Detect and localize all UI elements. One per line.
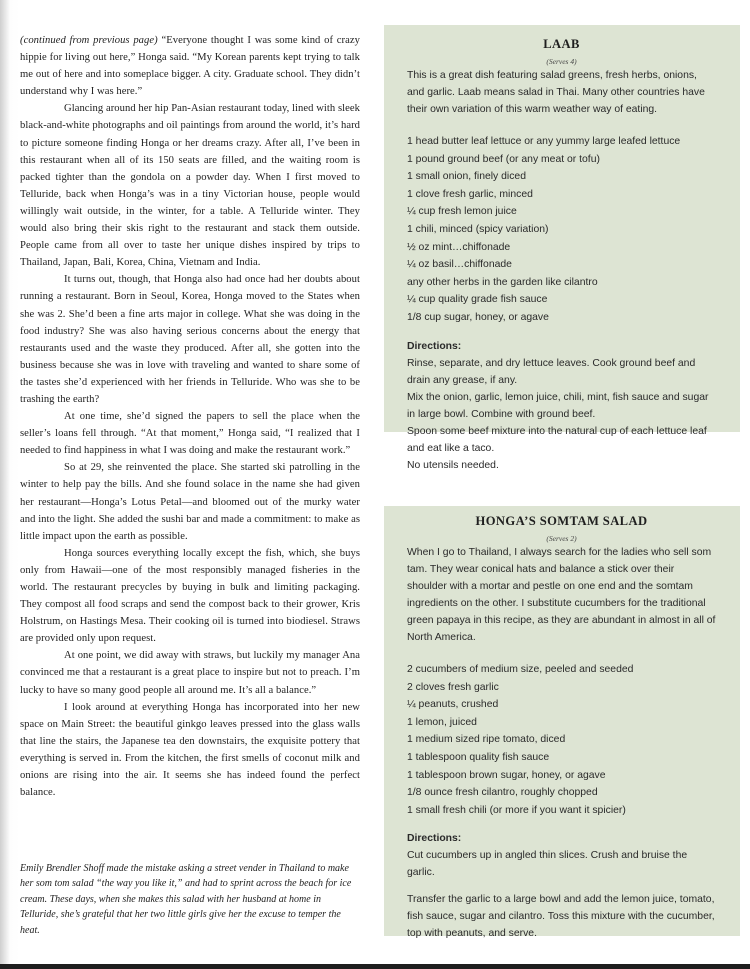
- recipe-box-laab: [384, 25, 740, 471]
- direction-step: Cut cucumbers up in angled thin slices. Crush and bruise the garlic.: [407, 850, 688, 879]
- bottom-border: [0, 964, 750, 969]
- ingredient-item: ¼ cup fresh lemon juice: [407, 206, 517, 218]
- ingredient-item: 2 cloves fresh garlic: [407, 681, 499, 693]
- ingredient-item: 1 pound ground beef (or any meat or tofu): [407, 153, 600, 165]
- ingredient-item: 1 small fresh chili (or more if you want it spicier): [407, 804, 626, 816]
- directions-heading: Directions:: [407, 340, 462, 352]
- article-paragraph: At one time, she’d signed the papers to sell the place when the seller’s loans fell through. “At that moment,” Honga said, “I realized that I needed to find happiness in what I was doing and make the restaurant work.”: [20, 411, 360, 457]
- ingredient-item: 1 clove fresh garlic, minced: [407, 188, 533, 200]
- article-paragraph: Honga sources everything locally except the fish, which, she buys only from Hawaii—one of the most responsibly managed fisheries in the world. The restaurant precycles by buying in bulk and limiting packaging. They compost all food scraps and send the compost back to their grower, Kris Holstrum, on Hastings Mesa. Their cooking oil is turned into biodiesel. Straws are provided only upon request.: [20, 547, 360, 645]
- recipe-serves: (Serves 2): [546, 534, 577, 543]
- recipe-intro: When I go to Thailand, I always search for the ladies who sell som tam. They wear conical hats and balance a stick over their shoulder with a mortar and pestle on one end and the somtam ingredients on the other. I substitute cucumbers for the traditional green papaya in this recipe, as they are abundant in almost in all of North America.: [407, 547, 716, 643]
- ingredient-item: 1 lemon, juiced: [407, 716, 477, 728]
- direction-step: Spoon some beef mixture into the natural cup of each lettuce leaf and eat like a taco.: [407, 425, 707, 454]
- direction-step: Mix the onion, garlic, lemon juice, chili, mint, fish sauce and sugar in large bowl. Combine with ground beef.: [407, 391, 709, 420]
- recipe-intro: This is a great dish featuring salad greens, fresh herbs, onions, and garlic. Laab means salad in Thai. Many other countries have their own variation of this warm weather way of eating.: [407, 70, 705, 115]
- article-paragraph: So at 29, she reinvented the place. She started ski patrolling in the winter to help pay the bills. And she found solace in the name she had given her restaurant—Honga’s Lotus Petal—and bloomed out of the murky water and into the light. She added the sushi bar and made a commitment: to make as little impact upon the earth as possible.: [20, 462, 360, 542]
- continued-label: (continued from previous page): [20, 35, 158, 46]
- ingredient-item: 1/8 ounce fresh cilantro, roughly chopped: [407, 787, 598, 799]
- ingredient-item: ¼ oz basil…chiffonade: [407, 259, 512, 271]
- ingredient-item: 1 chili, minced (spicy variation): [407, 223, 549, 235]
- ingredient-list: [407, 661, 716, 819]
- recipe-box-somtam: [384, 506, 740, 940]
- ingredient-item: ¼ cup quality grade fish sauce: [407, 294, 548, 306]
- recipe-title: LAAB: [543, 37, 580, 51]
- author-bio: Emily Brendler Shoff made the mistake asking a street vender in Thailand to make her som tom salad “the way you like it,” and had to sprint across the beach for ice cream. These days, when she makes this salad with her husband at home in Telluride, she’s grateful that her two little girls give her the excuse to temper the heat.: [20, 863, 352, 936]
- article-paragraph: I look around at everything Honga has incorporated into her new space on Main Street: the beautiful ginkgo leaves pressed into the glass walls that line the stairs, the Japanese tea den downstairs, the exquisite pottery that everything is served in. From the kitchen, the first smells of coconut milk and onions are rising into the air. It seems she has indeed found the perfect balance.: [20, 701, 360, 799]
- ingredient-item: ½ oz mint…chiffonade: [407, 241, 511, 253]
- ingredient-item: any other herbs in the garden like cilantro: [407, 276, 598, 288]
- article-paragraph: At one point, we did away with straws, but luckily my manager Ana convinced me that a restaurant is a great place to inspire but not to preach. I’m lucky to have so many good people all around me. It’s all a balance.”: [20, 650, 360, 696]
- direction-step: Rinse, separate, and dry lettuce leaves. Cook ground beef and drain any grease, if any.: [407, 357, 696, 386]
- ingredient-item: ¼ peanuts, crushed: [407, 699, 499, 711]
- article-column: [20, 32, 360, 801]
- article-paragraph: [20, 32, 360, 100]
- direction-step: Transfer the garlic to a large bowl and add the lemon juice, tomato, fish sauce, sugar and cilantro. Toss this mixture with the cucumber, top with peanuts, and serve.: [407, 894, 715, 940]
- article-paragraph: Glancing around her hip Pan-Asian restaurant today, lined with sleek black-and-white photographs and oil paintings from around the world, it’s hard to picture someone finding Honga or her dreams crazy. After all, I’ve been in this restaurant when all of its 150 seats are filled, and the waiting room is packed tighter than the gondola on a powder day. When I first moved to Telluride, back when Honga’s was in a tiny Victorian house, people would willingly wait outside, in the winter, for a table. A Telluride winter. They would also bring their skis right to the restaurant and stack them outside. People came from all over to taste her unique dishes inspired by trips to Thailand, Japan, Bali, Korea, China, Vietnam and India.: [20, 103, 360, 269]
- ingredient-item: 1 head butter leaf lettuce or any yummy large leafed lettuce: [407, 136, 681, 147]
- ingredient-item: 1 tablespoon quality fish sauce: [407, 751, 550, 763]
- article-paragraph: It turns out, though, that Honga also had once had her doubts about running a restaurant. Born in Seoul, Korea, Honga moved to the States when she was 2. She’d been a fine arts major in college. What she was doing in the food industry? She was also having serious concerns about the energy that restaurants used and the waste they produced. After all, she gotten into the business because she was in love with traveling and wanted to share some of the tastes she’d experienced with her friends in Telluride. Who was she to be trashing the earth?: [20, 274, 360, 405]
- directions-heading: Directions:: [407, 833, 462, 845]
- ingredient-item: 1/8 cup sugar, honey, or agave: [407, 311, 549, 323]
- direction-step: No utensils needed.: [407, 459, 499, 471]
- ingredient-item: 2 cucumbers of medium size, peeled and seeded: [407, 664, 634, 675]
- ingredient-item: 1 medium sized ripe tomato, diced: [407, 734, 566, 746]
- first-paragraph-text: “Everyone thought I was some kind of crazy hippie for living out here,” Honga said. “My Korean parents kept trying to talk me out of here and into someplace bigger. A city. Graduate school. They didn’t understand why I was here.”: [20, 35, 360, 98]
- recipe-title: HONGA’S SOMTAM SALAD: [475, 514, 648, 528]
- ingredient-item: 1 small onion, finely diced: [407, 171, 526, 183]
- recipe-serves: (Serves 4): [546, 57, 577, 66]
- ingredient-list: [407, 133, 716, 327]
- ingredient-item: 1 tablespoon brown sugar, honey, or agave: [407, 769, 606, 781]
